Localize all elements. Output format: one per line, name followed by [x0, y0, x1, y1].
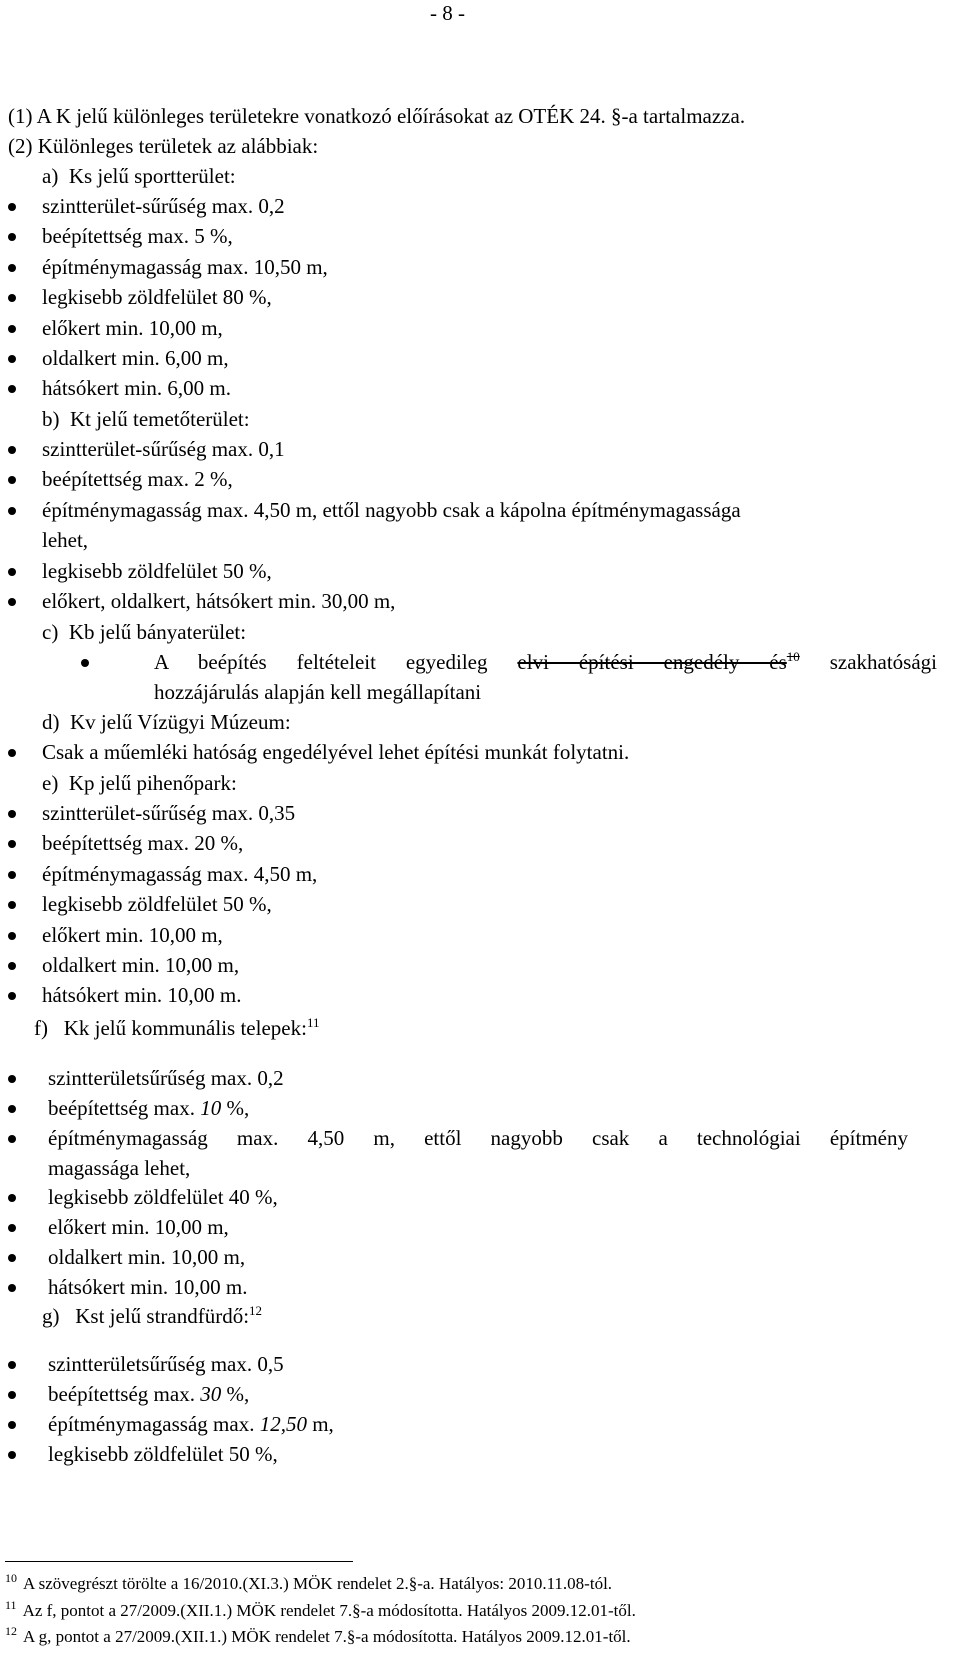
paragraph-text: A K jelű különleges területekre vonatkozó előírásokat az OTÉK 24. §-a tartalmazza.	[36, 104, 746, 128]
footnote	[5, 1624, 631, 1647]
bullet-icon	[8, 233, 16, 241]
list-item	[48, 1096, 249, 1120]
bullet-icon	[8, 446, 16, 454]
bullet-icon	[8, 598, 16, 606]
section-heading-a: a) Ks jelű sportterület:	[42, 164, 236, 188]
bullet-icon	[8, 294, 16, 302]
bullet-icon	[81, 659, 89, 667]
bullet-icon	[8, 203, 16, 211]
list-item: szintterületsűrűség max. 0,5	[48, 1352, 284, 1376]
footnote-text: Az f, pontot a 27/2009.(XII.1.) MÖK rendelet 7.§-a módosította. Hatályos 2009.12.01-től.	[22, 1601, 636, 1620]
list-item	[48, 1412, 334, 1436]
italic-value: 12,50	[259, 1412, 307, 1436]
list-item: építménymagasság max. 4,50 m,	[42, 861, 318, 886]
bullet-icon	[8, 1451, 16, 1459]
italic-value: 30	[200, 1382, 222, 1406]
bullet-icon	[8, 992, 16, 1000]
list-item-continuation: magassága lehet,	[48, 1156, 191, 1180]
bullet-icon	[8, 749, 16, 757]
bullet-icon	[8, 901, 16, 909]
bullet-icon	[8, 1194, 16, 1202]
list-item: hátsókert min. 10,00 m.	[42, 983, 242, 1008]
bullet-icon	[8, 962, 16, 970]
section-heading-c: c) Kb jelű bányaterület:	[42, 620, 247, 644]
list-item: legkisebb zöldfelület 80 %,	[42, 285, 272, 310]
list-item: előkert min. 10,00 m,	[42, 922, 223, 947]
paragraph-number: (1)	[8, 104, 33, 128]
section-heading-f	[34, 1016, 319, 1040]
list-item: szintterület-sűrűség max. 0,35	[42, 801, 296, 825]
text-segment: beépítettség max.	[48, 1096, 195, 1120]
bullet-icon	[8, 871, 16, 879]
bullet-icon	[8, 1105, 16, 1113]
list-item: oldalkert min. 10,00 m,	[42, 953, 240, 977]
list-item: építménymagasság max. 10,50 m,	[42, 254, 328, 279]
bullet-icon	[8, 1284, 16, 1292]
list-item	[154, 650, 937, 674]
bullet-icon	[8, 1135, 16, 1143]
list-item	[48, 1382, 249, 1406]
section-heading-d: d) Kv jelű Vízügyi Múzeum:	[42, 710, 291, 734]
text-segment: A beépítés feltételeit egyedileg	[154, 650, 488, 674]
heading-text: f) Kk jelű kommunális telepek:	[34, 1016, 307, 1040]
section-heading-e: e) Kp jelű pihenőpark:	[42, 771, 237, 795]
bullet-icon	[8, 1075, 16, 1083]
footnote-separator	[5, 1561, 353, 1562]
text-segment: %,	[226, 1382, 250, 1406]
bullet-icon	[8, 1254, 16, 1262]
footnote-ref: 10	[786, 649, 800, 664]
list-item: beépítettség max. 2 %,	[42, 467, 233, 492]
bullet-icon	[8, 355, 16, 363]
footnote	[5, 1571, 613, 1594]
text-segment: szakhatósági	[829, 650, 937, 674]
text-segment: m,	[312, 1412, 334, 1436]
footnote-number: 12	[5, 1624, 17, 1639]
footnote-ref: 11	[306, 1015, 320, 1030]
list-item: oldalkert min. 10,00 m,	[48, 1245, 246, 1269]
bullet-icon	[8, 568, 16, 576]
list-item: legkisebb zöldfelület 50 %,	[42, 558, 272, 583]
list-item: építménymagasság max. 4,50 m, ettől nagyobb csak a technológiai építmény	[48, 1126, 908, 1150]
list-item: lehet,	[42, 528, 89, 553]
list-item-continuation: hozzájárulás alapján kell megállapítani	[154, 680, 482, 704]
bullet-icon	[8, 264, 16, 272]
deleted-text: elvi építési engedély és	[517, 650, 787, 674]
footnote-text: A g, pontot a 27/2009.(XII.1.) MÖK rendelet 7.§-a módosította. Hatályos 2009.12.01-től.	[23, 1627, 631, 1646]
bullet-icon	[8, 810, 16, 818]
list-item: szintterület-sűrűség max. 0,2	[42, 194, 285, 218]
list-item: szintterület-sűrűség max. 0,1	[42, 437, 285, 461]
list-item: építménymagasság max. 4,50 m, ettől nagyobb csak a kápolna építménymagassága	[42, 497, 741, 522]
page-number: - 8 -	[430, 1, 465, 25]
italic-value: 10	[200, 1096, 222, 1120]
list-item: beépítettség max. 20 %,	[42, 831, 244, 856]
section-heading-g	[42, 1304, 262, 1328]
text-segment: építménymagasság max.	[48, 1412, 255, 1436]
heading-text: g) Kst jelű strandfürdő:	[42, 1304, 250, 1328]
bullet-icon	[8, 507, 16, 515]
paragraph-number: (2)	[8, 134, 33, 158]
list-item: előkert, oldalkert, hátsókert min. 30,00 m,	[42, 589, 396, 613]
paragraph-1	[8, 104, 745, 128]
bullet-icon	[8, 325, 16, 333]
text-segment: beépítettség max.	[48, 1382, 195, 1406]
bullet-icon	[8, 1421, 16, 1429]
list-item: oldalkert min. 6,00 m,	[42, 346, 229, 370]
list-item: Csak a műemléki hatóság engedélyével lehet építési munkát folytatni.	[42, 740, 630, 764]
footnote-number: 10	[5, 1571, 17, 1586]
list-item: szintterületsűrűség max. 0,2	[48, 1066, 284, 1090]
list-item: legkisebb zöldfelület 40 %,	[48, 1185, 278, 1209]
footnote	[5, 1598, 636, 1621]
list-item: legkisebb zöldfelület 50 %,	[42, 892, 272, 917]
footnote-number: 11	[5, 1598, 17, 1613]
bullet-icon	[8, 1224, 16, 1232]
list-item: előkert min. 10,00 m,	[42, 315, 223, 340]
bullet-icon	[8, 1361, 16, 1369]
bullet-icon	[8, 476, 16, 484]
bullet-icon	[8, 1391, 16, 1399]
list-item: hátsókert min. 10,00 m.	[48, 1275, 248, 1299]
footnote-text: A szövegrészt törölte a 16/2010.(XI.3.) MÖK rendelet 2.§-a. Hatályos: 2010.11.08-tól.	[23, 1574, 613, 1593]
list-item: legkisebb zöldfelület 50 %,	[48, 1442, 278, 1466]
list-item: előkert min. 10,00 m,	[48, 1215, 229, 1239]
footnote-ref: 12	[249, 1303, 263, 1318]
bullet-icon	[8, 385, 16, 393]
list-item: hátsókert min. 6,00 m.	[42, 376, 231, 401]
paragraph-text: Különleges területek az alábbiak:	[37, 134, 319, 158]
list-item: beépítettség max. 5 %,	[42, 224, 233, 249]
bullet-icon	[8, 840, 16, 848]
section-heading-b: b) Kt jelű temetőterület:	[42, 407, 250, 431]
bullet-icon	[8, 932, 16, 940]
text-segment: %,	[226, 1096, 250, 1120]
paragraph-2	[8, 134, 318, 158]
